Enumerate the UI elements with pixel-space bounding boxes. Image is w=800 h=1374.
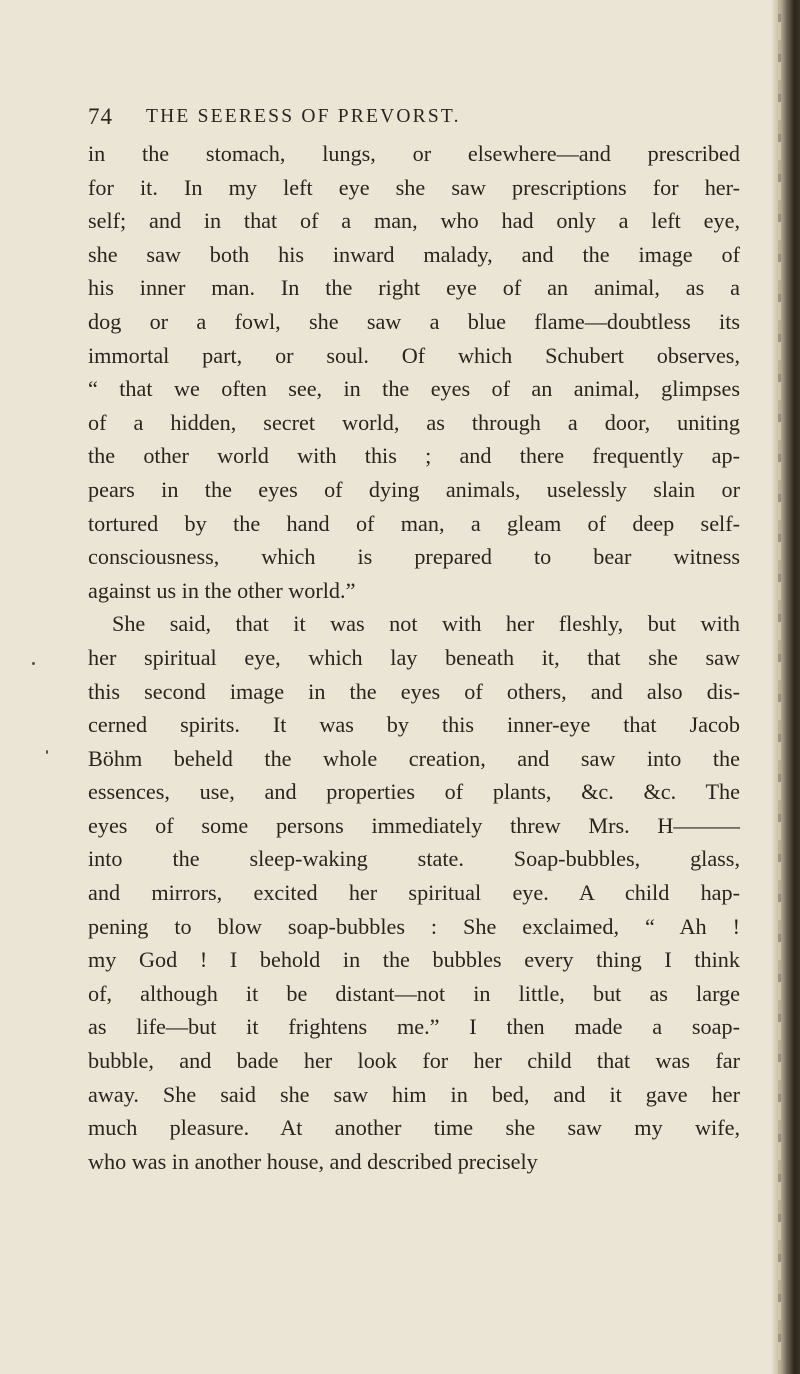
text-line: against us in the other world.”	[88, 577, 356, 603]
text-line: pears in the eyes of dying animals, uselessly slain or	[88, 476, 740, 502]
paper-speck	[32, 662, 35, 665]
text-line: and mirrors, excited her spiritual eye. A child hap-	[88, 880, 740, 906]
text-line: of a hidden, secret world, as through a door, uniting	[88, 409, 740, 435]
text-line: his inner man. In the right eye of an animal, as a	[88, 275, 740, 301]
text-line: this second image in the eyes of others, and also dis-	[88, 678, 740, 704]
text-line: of, although it be distant—not in little, but as large	[88, 980, 740, 1006]
text-line: eyes of some persons immediately threw Mrs. H———	[88, 812, 740, 838]
text-line: bubble, and bade her look for her child that was far	[88, 1048, 740, 1074]
body-text	[88, 137, 740, 1178]
text-line: tortured by the hand of man, a gleam of deep self-	[88, 510, 740, 536]
text-line: away. She said she saw him in bed, and it gave her	[88, 1081, 740, 1107]
text-line: for it. In my left eye she saw prescriptions for her-	[88, 174, 740, 200]
text-line: in the stomach, lungs, or elsewhere—and prescribed	[88, 141, 740, 166]
text-line: consciousness, which is prepared to bear witness	[88, 544, 740, 570]
running-head-title: THE SEERESS OF PREVORST.	[146, 106, 461, 127]
text-line: immortal part, or soul. Of which Schubert observes,	[88, 342, 740, 368]
page-number: 74	[88, 104, 113, 129]
text-line: dog or a fowl, she saw a blue flame—doubtless its	[88, 308, 740, 334]
text-line: my God ! I behold in the bubbles every thing I think	[88, 947, 740, 973]
text-line: her spiritual eye, which lay beneath it, that she saw	[88, 644, 740, 670]
text-line: pening to blow soap-bubbles : She exclaimed, “ Ah !	[88, 913, 740, 939]
text-line: as life—but it frightens me.” I then made a soap-	[88, 1014, 740, 1040]
text-line: self; and in that of a man, who had only a left eye,	[88, 208, 740, 234]
text-line: into the sleep-waking state. Soap-bubbles, glass,	[88, 846, 740, 872]
text-line: “ that we often see, in the eyes of an animal, glimpses	[88, 376, 740, 402]
text-line: much pleasure. At another time she saw my wife,	[88, 1115, 740, 1141]
text-line: essences, use, and properties of plants, &c. &c. The	[88, 779, 740, 805]
paragraph-first-line: She said, that it was not with her fleshly, but with	[112, 611, 740, 637]
text-line: Böhm beheld the whole creation, and saw into the	[88, 745, 740, 771]
text-line: cerned spirits. It was by this inner-eye that Jacob	[88, 712, 740, 738]
text-line: who was in another house, and described precisely	[88, 1148, 538, 1174]
text-line: the other world with this ; and there frequently ap-	[88, 443, 740, 469]
page-edge-shadow	[772, 0, 800, 1374]
running-head	[88, 104, 748, 134]
paper-speck	[46, 750, 48, 754]
text-line: she saw both his inward malady, and the image of	[88, 241, 740, 267]
